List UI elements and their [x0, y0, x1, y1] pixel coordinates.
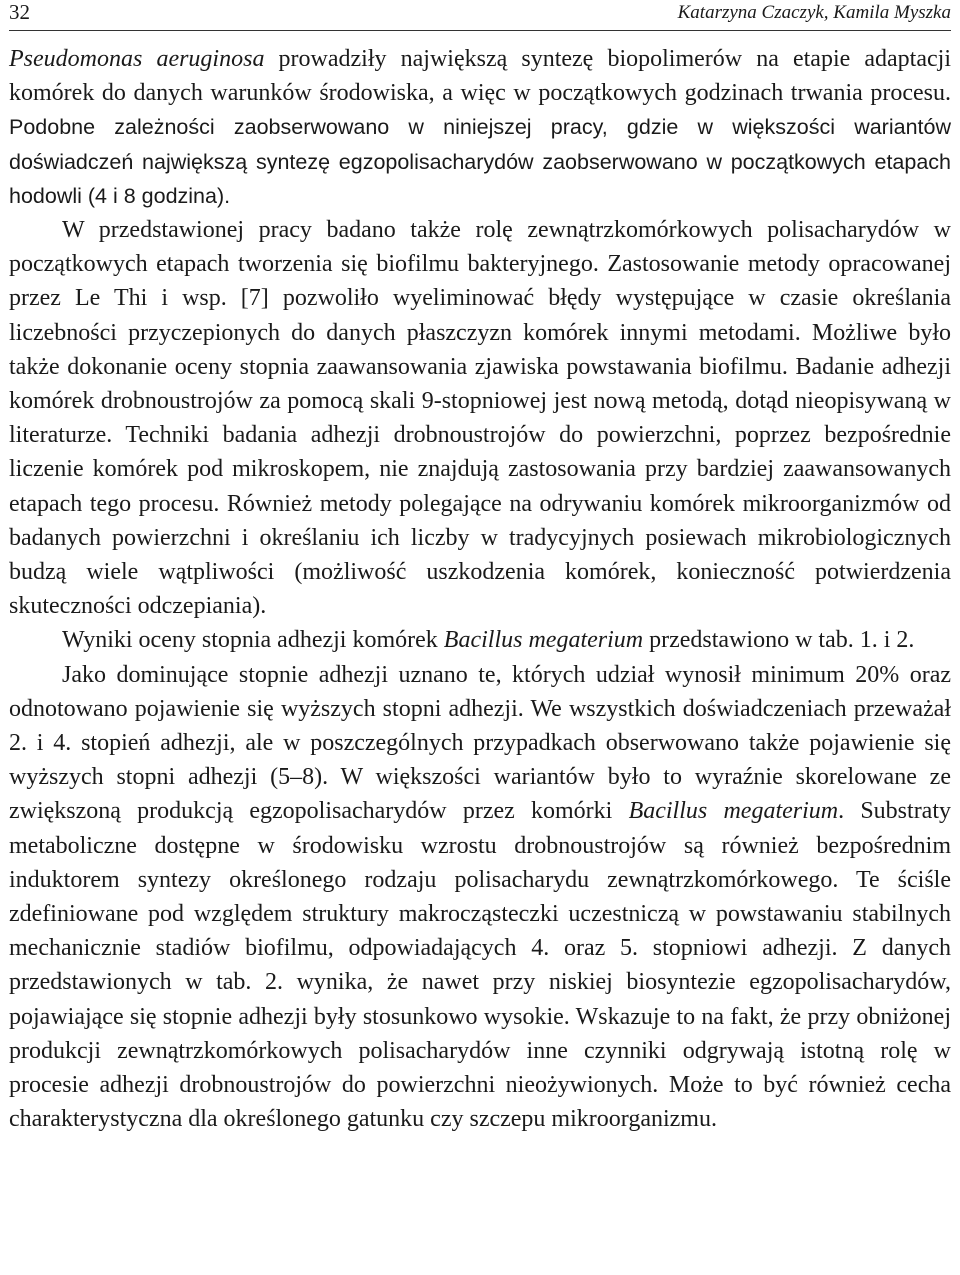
paragraph [9, 658, 951, 1137]
text-run: . Substraty metaboliczne dostępne w środowisku wzrostu drobnoustrojów są również bezpośrednim induktorem syntezy określonego rodzaju polisacharydu zewnątrzkomórkowego. Te ściśle zdefiniowane pod względem struktury makrocząsteczki uczestniczą w powstawaniu stabilnych mechanicznie stadiów biofilmu, odpowiadających 4. oraz 5. stopniowi adhezji. Z danych przedstawionych w tab. 2. wynika, że nawet przy niskiej biosyntezie egzopolisacharydów, pojawiające się stopnie adhezji były stosunkowo wysokie. Wskazuje to na fakt, że przy obniżonej produkcji zewnątrzkomórkowych polisacharydów inne czynniki odgrywają istotną rolę w procesie adhezji drobnoustrojów do powierzchni nieożywionych. Może to być również cecha charakterystyczna dla określonego gatunku czy szczepu mikroorganizmu. [9, 798, 952, 1133]
paragraph [9, 623, 951, 657]
running-header-authors: Katarzyna Czaczyk, Kamila Myszka [677, 2, 951, 23]
running-header [9, 0, 951, 30]
text-run: Jako dominujące stopnie adhezji uznano te, których udział wynosił minimum 20% oraz odnotowano pojawienie się wyższych stopni adhezji. We wszystkich doświadczeniach przeważał 2. i 4. stopień adhezji, ale w poszczególnych przypadkach obserwowano także pojawienie się wyższych stopni adhezji (5–8). W większości wariantów było to wyraźnie skorelowane ze zwiększoną produkcją egzopolisacharydów przez komórki [9, 661, 951, 825]
text-run: W przedstawionej pracy badano także rolę zewnątrzkomórkowych polisacharydów w początkowych etapach tworzenia się biofilmu bakteryjnego. Zastosowanie metody opracowanej przez Le Thi i wsp. [7] pozwoliło wyeliminować błędy występujące w czasie określania liczebności przyczepionych do danych płaszczyzn komórek innymi metodami. Możliwe było także dokonanie oceny stopnia zaawansowania zjawiska powstawania biofilmu. Badanie adhezji komórek drobnoustrojów za pomocą skali 9-stopniowej jest nową metodą, dotąd nieopisywaną w literaturze. Techniki badania adhezji drobnoustrojów do powierzchni, poprzez bezpośrednie liczenie komórek pod mikroskopem, nie znajdują zastosowania przy bardziej zaawansowanych etapach tego procesu. Również metody polegające na odrywaniu komórek mikroorganizmów od badanych powierzchni i określaniu ich liczby w tradycyjnych posiewach mikrobiologicznych budzą wiele wątpliwości (możliwość uszkodzenia komórek, konieczność potwierdzenia skuteczności odczepiania). [9, 217, 951, 620]
page-number: 32 [9, 0, 30, 24]
paragraph [9, 213, 951, 623]
italic-run: Pseudomonas aeruginosa [9, 46, 265, 72]
italic-run: Bacillus megaterium [443, 627, 644, 654]
text-run: prowadziły największą syntezę biopolimerów na etapie adaptacji komórek do danych warunków środowiska, a więc w początkowych godzinach trwania procesu. [9, 46, 951, 107]
text-run: Podobne zależności zaobserwowano w niniejszej pracy, gdzie w większości wariantów doświadczeń największą syntezę egzopolisacharydów zaobserwowano w początkowych etapach hodowli (4 i 8 godzina). [9, 115, 951, 208]
header-rule [9, 30, 951, 31]
text-run: przedstawiono w tab. 1. i 2. [643, 627, 915, 654]
paragraph [9, 42, 951, 213]
body-text [9, 42, 951, 1137]
text-run: Wyniki oceny stopnia adhezji komórek [62, 627, 444, 654]
italic-run: Bacillus megaterium [628, 798, 839, 825]
